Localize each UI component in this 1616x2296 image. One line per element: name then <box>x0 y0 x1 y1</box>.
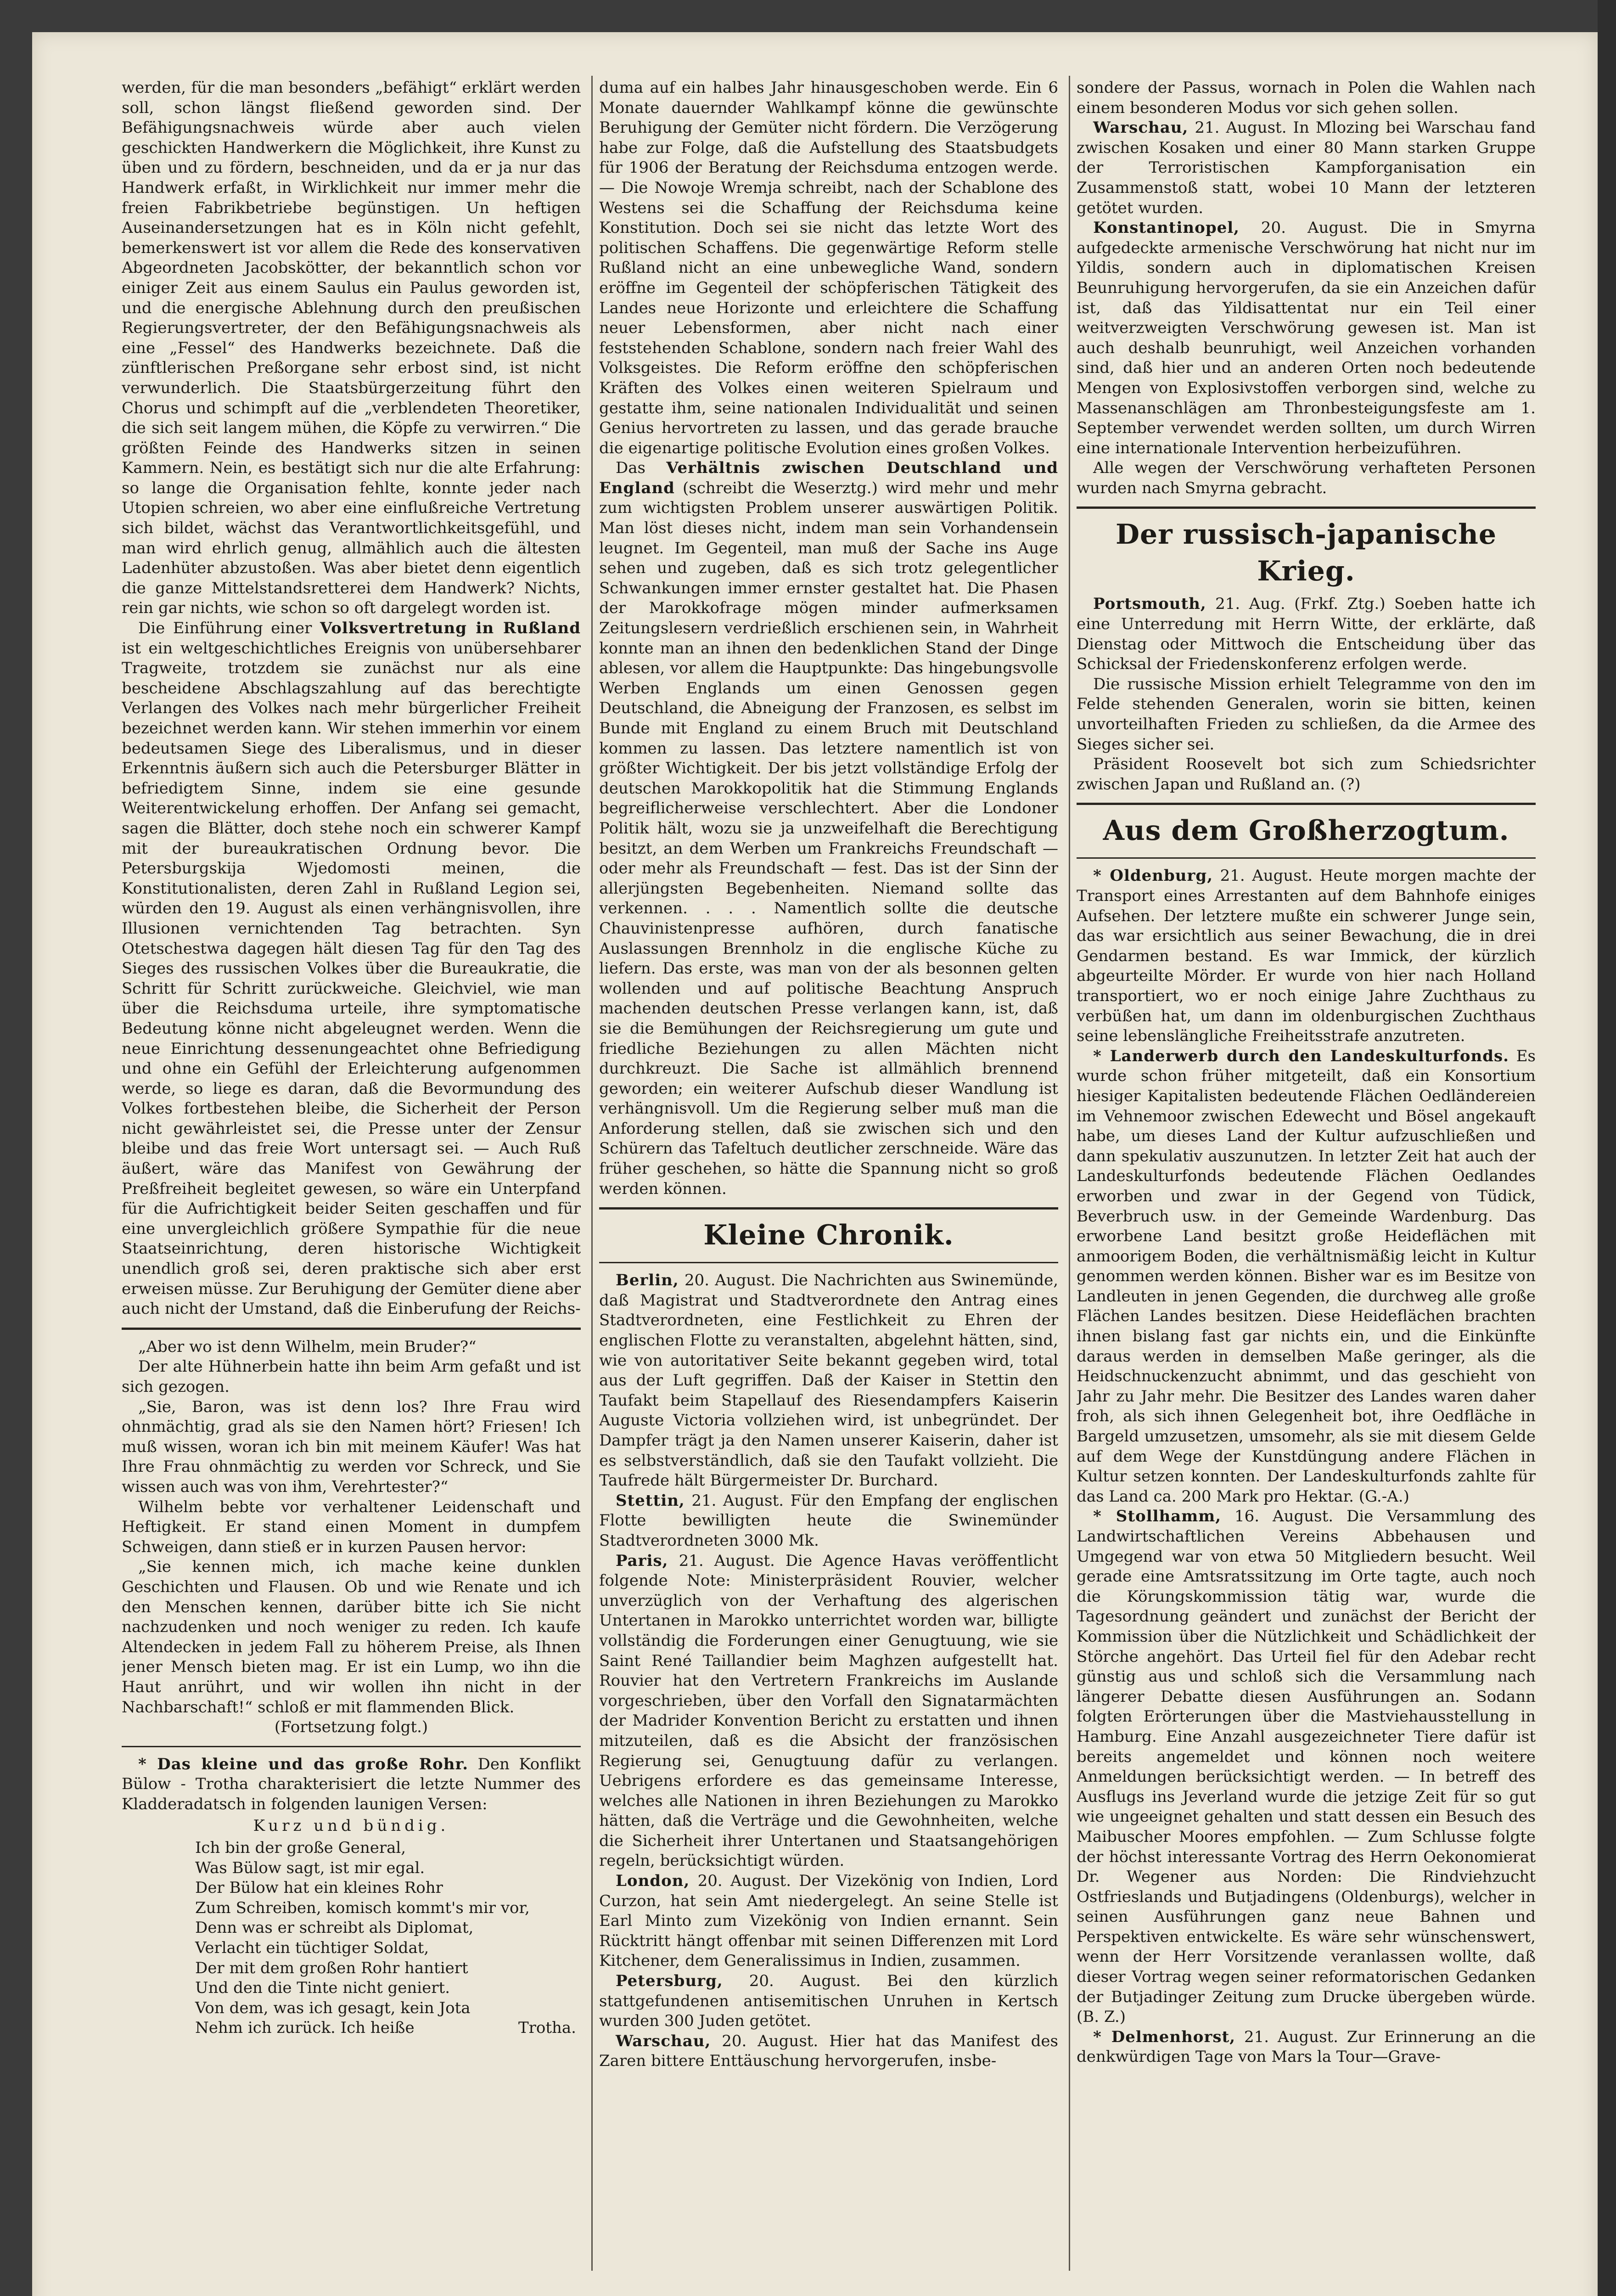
text: Die Einführung einer <box>138 619 320 638</box>
section-rule <box>1077 857 1536 859</box>
novel-paragraph: „Sie kennen mich, ich mache keine dunklen Geschichten und Flausen. Ob und wie Renate und ich den Menschen kennen, darüber bitte ich Sie nicht nachzudenken und noch weniger zu reden. Ich kaufe Altendecken in jedem Fall zu höherem Preise, als Ihnen jener Mensch bieten mag. Er ist ein Lump, wo ihn die Haut anrührt, und wir wollen ihn nicht in der Nachbarschaft!“ schloß er mit flammenden Blick. <box>122 1558 581 1716</box>
column-1 <box>122 78 581 2273</box>
section-rule <box>1077 803 1536 805</box>
novel-paragraph: Der alte Hühnerbein hatte ihn beim Arm gefaßt und ist sich gezogen. <box>122 1357 581 1396</box>
text: 20. August. Die in Smyrna aufgedeckte armenische Verschwörung hat nicht nur im Yildis, sondern auch in diplomatischen Kreisen Beunruhigung hervorgerufen, da sie ein Anzeichen dafür ist, daß das Yildisattentat nur ein Teil einer weitverzweigten Verschwörung gewesen ist. Man ist auch deshalb beunruhigt, weil Anzeichen vorhanden sind, daß hier und an anderen Orten noch bedeutende Mengen von Explosivstoffen verborgen sind, welche zu Massenanschlägen am Thronbesteigungsfeste am 1. September verwendet werden sollten, um durch Wirren eine internationale Intervention herbeizuführen. <box>1077 219 1536 457</box>
text: 20. August. Die Nachrichten aus Swinemünde, daß Magistrat und Stadtverordnete den Antrag eines Stadtverordneten, eine Festlichkeit zu Ehren der englischen Flotte zu veranstalten, abgelehnt hätten, sind, wie von autoritativer Seite bekannt gegeben wird, total aus der Luft gegriffen. Daß der Kaiser in Stettin den Taufakt beim Stapellauf des Riesendampfers Kaiserin Auguste Victoria vollziehen wird, ist unbegründet. Der Dampfer trägt ja den Namen unserer Kaiserin, daher ist es selbstverständlich, daß sie den Taufakt vollzieht. Die Taufrede hält Bürgermeister Dr. Burchard. <box>599 1271 1058 1490</box>
poem-signature: Trotha. <box>518 2019 576 2037</box>
column-2 <box>599 78 1058 2273</box>
poem-line: Ich bin der große General, <box>195 1839 406 1857</box>
section-rule <box>599 1207 1058 1210</box>
poem-line: Der mit dem großen Rohr hantiert <box>195 1958 468 1977</box>
text: 21. Aug. (Frkf. Ztg.) Soeben hatte ich eine Unterredung mit Herrn Witte, der erklärte, daß Dienstag oder Mittwoch die Entscheidung über das Schicksal der Friedenskonferenz erfolgen werde. <box>1077 595 1536 674</box>
dateline: Paris, <box>616 1551 668 1570</box>
news-item <box>599 1491 1058 1551</box>
dateline: * Delmenhorst, <box>1093 2027 1236 2046</box>
poem-text: Nehm ich zurück. Ich heiße <box>195 2019 415 2037</box>
poem-line: Von dem, was ich gesagt, kein Jota <box>195 1998 471 2017</box>
column-divider <box>591 76 593 2271</box>
text: (schreibt die Weserztg.) wird mehr und mehr zum wichtigsten Problem unserer auswärtigen Politik. Man löst dieses nicht, indem man sein Vorhandensein leugnet. Im Gegenteil, man muß der Sache ins Auge sehen und zugeben, daß es sich trotz gelegentlicher Schwankungen immer ernster gestaltet hat. Die Phasen der Marokkofrage mögen minder aufmerksamen Zeitungslesern verdrießlich erschienen sein, in Wahrheit konnte man an ihnen den bedenklichen Stand der Dinge ablesen, vor allem die Hauptpunkte: Das hingebungsvolle Werben Englands um einen Genossen gegen Deutschland, die Abneigung der Franzosen, es selbst im Bunde mit England zu einem Bruch mit Deutschland kommen zu lassen. Das letztere namentlich ist von größter Wichtigkeit. Der bis jetzt vollständige Erfolg der deutschen Marokkopolitik hat die Stimmung Englands begreiflicherweise verschlechtert. Aber die Londoner Politik hält, wozu sie ja unzweifelhaft die Berechtigung besitzt, an dem Werben um Frankreichs Freundschaft — oder mehr als Freundschaft — fest. Das ist der Sinn der allerjüngsten Begebenheiten. Niemand sollte das verkennen. . . . Namentlich sollte die deutsche Chauvinistenpresse aufhören, durch fanatische Auslassungen Brennholz in die englische Küche zu liefern. Das erste, was man von der als besonnen gelten wollenden und auf politische Beachtung Anspruch machenden deutschen Presse verlangen kann, ist, daß sie die Bemühungen der Reichsregierung um gute und friedliche Beziehungen zu allen Mächten nicht durchkreuzt. Die Sache ist allmählich brennend geworden; ein weiterer Aufschub dieser Wandlung ist verhängnisvoll. Um die Regierung selber muß man die Anforderung stellen, daß sie zwischen sich und den Schürern das Tafeltuch deutlicher zerschneide. Wäre das früher geschehen, so hätte die Spannung nicht so groß werden können. <box>599 478 1058 1198</box>
article-duma: duma auf ein halbes Jahr hinausgeschoben werde. Ein 6 Monate dauernder Wahlkampf könne die gewünschte Beruhigung der Gemüter nicht fördern. Die Verzögerung habe zur Folge, daß die Aufstellung des Staatsbudgets für 1906 der Beratung der Reichsduma entzogen werde. — Die Nowoje Wremja schreibt, nach der Schablone des Westens sei die Schaffung der Reichsduma keine Konstitution. Doch sei sie nicht das letzte Wort des politischen Schaffens. Die gegenwärtige Reform stelle Rußland nicht an eine unbewegliche Wand, sondern eröffne im Gegenteil der schöpferischen Tätigkeit des Landes neue Horizonte und erleichtere die Schaffung neuer Lebensformen, aber nicht nach einer feststehenden Schablone, sondern nach freier Wahl des Volksgeistes. Die Reform eröffne den schöpferischen Kräften des Volkes einen weiteren Spielraum und gestatte ihm, seine nationalen Individualität und seinen Genius hervortreten zu lassen, und das gerade brauche die eigenartige politische Evolution eines großen Volkes. <box>599 79 1058 457</box>
section-heading: Aus dem Großherzogtum. <box>1103 815 1509 847</box>
poem-title: Kurz und bündig. <box>253 1817 449 1835</box>
news-item <box>599 1971 1058 2032</box>
continued-note: (Fortsetzung folgt.) <box>274 1718 428 1737</box>
poem-line: Was Bülow sagt, ist mir egal. <box>195 1858 425 1877</box>
column-divider <box>1069 76 1070 2271</box>
text: 20. August. Der Vizekönig von Indien, Lord Curzon, hat sein Amt niedergelegt. An seine Stelle ist Earl Minto zum Vizekönig von Indien ernannt. Sein Rücktritt hängt offenbar mit seinen Differenzen mit Lord Kitchener, dem Generalissimus in Indien, zusammen. <box>599 1872 1058 1970</box>
news-continuation: sondere der Passus, wornach in Polen die Wahlen nach einem besonderen Modus vor sich gehen sollen. <box>1077 79 1536 117</box>
text: 16. August. Die Versammlung des Landwirtschaftlichen Vereins Abbehausen und Umgegend war von etwa 50 Mitgliedern besucht. Weil gerade eine Amtsratssitzung im Orte tagte, auch noch die Körungskommission tätig war, wurde die Tagesordnung geändert und zunächst der Bericht der Kommission über die Nützlichkeit und Schädlichkeit der Störche angehört. Das Urteil fiel für den Adebar recht günstig aus und schloß sich die Versammlung nach längerer Debatte diesen Ausführungen an. Sodann folgten Erörterungen über die Mastviehausstellung in Hamburg. Eine Anzahl ausgezeichneter Tiere dafür ist bereits angemeldet und können noch weitere Anmeldungen berücksichtigt werden. — In betreff des Ausflugs ins Jeverland wurde die jetzige Zeit für so gut wie ungeeignet gehalten und statt dessen ein Besuch des Maibuscher Moores empfohlen. — Zum Schlusse folgte der höchst interessante Vortrag des Herrn Oekonomierat Dr. Wegener aus Norden: Die Rindviehzucht Ostfrieslands und Butjadingens (Oldenburgs), welcher in seinen Ausführungen ganz neue Bahnen und Perspektiven entwickelte. Es wäre sehr wünschenswert, wenn der Herr Vorsitzende veranlassen wollte, daß dieser Vortrag wegen seiner reformatorischen Gedanken der Butjadinger Zeitung zum Drucke übergeben würde. (B. Z.) <box>1077 1507 1536 2026</box>
dateline: * Landerwerb durch den Landeskulturfonds. <box>1093 1047 1509 1065</box>
scan-edge <box>1598 0 1616 2296</box>
section-rule <box>1077 506 1536 509</box>
poem-line: Verlacht ein tüchtiger Soldat, <box>195 1939 429 1958</box>
article-rohr <box>122 1755 581 1815</box>
article-keyword: Verhältnis zwischen Deutschland und England <box>599 459 1058 497</box>
dateline: Berlin, <box>616 1271 679 1290</box>
section-heading: Kleine Chronik. <box>703 1219 954 1252</box>
serial-novel <box>122 1337 581 1738</box>
article-keyword: * Das kleine und das große Rohr. <box>138 1755 469 1773</box>
dateline: Konstantinopel, <box>1093 219 1240 237</box>
poem-line: Zum Schreiben, komisch kommt's mir vor, <box>195 1898 530 1917</box>
poem <box>122 1838 581 2038</box>
dateline: Stettin, <box>616 1491 685 1510</box>
text: ist ein weltgeschichtliches Ereignis von unübersehbarer Tragweite, trotzdem sie zunächst nur als eine bescheidene Abschlagszahlung auf das berechtigte Verlangen des Volkes nach mehr bürgerlicher Freiheit bezeichnet werden kann. Wir stehen immerhin vor einem bedeutsamen Siege des Liberalismus, und in dieser Erkenntnis äußern sich auch die Petersburger Blätter in befriedigtem Sinne, indem sie eine gesunde Weiterentwickelung erhoffen. Der Anfang sei gemacht, sagen die Blätter, doch stehe noch ein schwerer Kampf mit der bureaukratischen Ordnung bevor. Die Petersburgskija Wjedomosti meinen, die Konstitutionalisten, deren Zahl in Rußland Legion sei, würden den 19. August als einen verhängnisvollen, ihre Illusionen vernichtenden Tag betrachten. Syn Otetschestwa dagegen hält diesen Tag für den Tag des Sieges des russischen Volkes über die Bureaukratie, die Schritt für Schritt zurückweiche. Gleichviel, wie man über die Reichsduma urteile, ihre symptomatische Bedeutung könne nicht abgeleugnet werden. Wenn die neue Einrichtung dessenungeachtet ohne Befriedigung und ohne ein Gefühl der Erleichterung aufgenommen werde, so liege es daran, daß die Bevormundung des Volkes fortbestehen bleibe, die Sicherheit der Person nicht gewährleistet sei, die Presse unter der Zensur bleibe und das freie Wort untersagt sei. — Auch Ruß äußert, wäre das Manifest von Gewährung der Preßfreiheit begleitet gewesen, so wäre ein Unterpfand für die Aufrichtigkeit beider Seiten geschaffen und für eine unvergleichlich größere Sympathie für die neue Staatseinrichtung, deren historische Wichtigkeit unendlich groß sei, deren praktische sich aber erst erweisen müsse. Zur Beruhigung der Gemüter diene aber auch nicht der Umstand, daß die Einberufung der Reichs- <box>122 639 581 1318</box>
news-item <box>1077 2027 1536 2067</box>
dateline: Warschau, <box>1093 118 1189 137</box>
dateline: London, <box>616 1872 690 1891</box>
news-item <box>1077 1047 1536 1507</box>
poem-line: Der Bülow hat ein kleines Rohr <box>195 1879 443 1897</box>
text: Das <box>616 459 667 478</box>
article-volksvertretung <box>122 619 581 1319</box>
novel-paragraph: „Sie, Baron, was ist denn los? Ihre Frau wird ohnmächtig, grad als sie den Namen hört? Friesen! Ich muß wissen, woran ich bin mit meinem Käufer! Was hat Ihre Frau ohnmächtig zu werden vor Schreck, und Sie wissen auch was von ihm, Verehrtester?“ <box>122 1397 581 1496</box>
dateline: Petersburg, <box>616 1972 723 1991</box>
novel-paragraph: „Aber wo ist denn Wilhelm, mein Bruder?“ <box>138 1337 477 1356</box>
text: 21. August. Zur Erinnerung an die denkwürdigen Tage von Mars la Tour—Grave- <box>1077 2027 1536 2066</box>
text: 21. August. Die Agence Havas veröffentlicht folgende Note: Ministerpräsident Rouvier, welcher unverzüglich von der Verhaftung des algerischen Untertanen in Marokko unterrichtet worden war, billigte vollständig die Forderungen einer Genugtuung, wie sie Saint René Taillandier beim Maghzen aufgestellt hat. Rouvier hat den Vertretern Frankreichs im Auslande vorgeschrieben, über den Vorfall den Signatarmächten der Madrider Konvention Bericht zu erstatten und ihnen mitzuteilen, daß es die Absicht der französischen Regierung sei, Genugtuung dafür zu verlangen. Uebrigens erfordere es das gemeinsame Interesse, welches alle Nationen in ihren Beziehungen zu Marokko hätten, daß die Verträge und die Gewohnheiten, welche die Sicherheit ihrer Untertanen und Staatsangehörigen regeln, berücksichtigt würden. <box>599 1551 1058 1870</box>
dateline: * Oldenburg, <box>1093 867 1213 885</box>
text: Es wurde schon früher mitgeteilt, daß ein Konsortium hiesiger Kapitalisten bedeutende Flächen Oedländereien im Vehnemoor zwischen Edewecht und Bösel angekauft habe, um dieses Land der Kultur aufzuschließen und dann spekulativ auszunutzen. In letzter Zeit hat auch der Landeskulturfonds bedeutende Flächen Oedlandes erworben und zwar in der Gegend von Tüdick, Beverbruch usw. in der Gemeinde Wardenburg. Das erworbene Land besitzt große Heideflächen mit anmoorigem Boden, die verhältnismäßig leicht in Kultur genommen werden können. Bisher war es im Besitze von Landleuten in jenen Gegenden, die durchweg alle große Flächen Landes besitzen. Diese Heideflächen brachten ihnen bislang fast gar nichts ein, und die Einkünfte daraus werden in demselben Maße geringer, als die Heidschnuckenzucht abnimmt, und das geschieht von Jahr zu Jahr mehr. Die Besitzer des Landes waren daher froh, als sich ihnen Gelegenheit bot, ihre Oedfläche in Bargeld umzusetzen, umsomehr, als sie mit diesem Gelde auf dem Wege der Kunstdüngung andere Flächen in Kultur setzen konnten. Der Landeskulturfonds zahlte für das Land ca. 200 Mark pro Hektar. (G.-A.) <box>1077 1047 1536 1506</box>
news-item <box>599 1871 1058 1971</box>
news-item <box>1077 118 1536 218</box>
article-deutschland-england <box>599 458 1058 1199</box>
news-item <box>1077 866 1536 1046</box>
text: 21. August. In Mlozing bei Warschau fand zwischen Kosaken und einer 80 Mann starken Gruppe der Terroristischen Kampforganisation ein Zusammenstoß statt, wobei 10 Mann der letzteren getötet wurden. <box>1077 118 1536 217</box>
text: Den Konflikt Bülow - Trotha charakterisiert die letzte Nummer des Kladderadatsch in folgenden launigen Versen: <box>122 1755 581 1813</box>
text: 21. August. Für den Empfang der englischen Flotte bewilligten heute die Swinemünder Stadtverordneten 3000 Mk. <box>599 1491 1058 1550</box>
text: 21. August. Heute morgen machte der Transport eines Arrestanten auf dem Bahnhofe einiges Aufsehen. Der letztere mußte ein schwerer Junge sein, das war ersichtlich aus seiner Bewachung, die in drei Gendarmen bestand. Es war Immick, der kürzlich abgeurteilte Mörder. Er wurde von hier nach Holland transportiert, wo er noch einige Jahre Zuchthaus zu verbüßen hat, um dann im oldenburgischen Zuchthaus seine lebenslängliche Freiheitsstrafe anzutreten. <box>1077 867 1536 1046</box>
article-keyword: Volksvertretung in Rußland <box>320 619 581 638</box>
text: 20. August. Bei den kürzlich stattgefundenen antisemitischen Unruhen in Kertsch wurden 300 Juden getötet. <box>599 1972 1058 2031</box>
text: 20. August. Hier hat das Manifest des Zaren bittere Enttäuschung hervorgerufen, insbe- <box>599 2032 1058 2071</box>
news-item <box>1077 594 1536 674</box>
dateline: Warschau, <box>616 2032 711 2050</box>
novel-paragraph: Wilhelm bebte vor verhaltener Leidenschaft und Heftigkeit. Er stand einen Moment in dumpfem Schweigen, dann stieß er in kurzen Pausen hervor: <box>122 1497 581 1556</box>
news-paragraph: Alle wegen der Verschwörung verhafteten Personen wurden nach Smyrna gebracht. <box>1077 459 1536 497</box>
article-handwerk: werden, für die man besonders „befähigt“ erklärt werden soll, schon längst fließend geworden sind. Der Befähigungsnachweis würde aber auch vielen geschickten Handwerkern die Möglichkeit, ihre Kunst zu üben und zu fördern, beschneiden, und da er ja nur das Handwerk erfaßt, in Wirklichkeit nur immer mehr die freien Fabrikbetriebe begünstigen. Un heftigen Auseinandersetzungen hat es in Köln nicht gefehlt, bemerkenswert ist vor allem die Rede des konservativen Abgeordneten Jacobskötter, der bekanntlich schon vor einiger Zeit aus einem Saulus ein Paulus geworden ist, und die energische Ablehnung durch den preußischen Regierungsvertreter, der den Befähigungsnachweis als eine „Fessel“ des Handwerks bezeichnete. Daß die zünftlerischen Preßorgane sehr erbost sind, ist nicht verwunderlich. Die Staatsbürgerzeitung führt den Chorus und schimpft auf die „verblendeten Theoretiker, die sich seit langem mühen, die Köpfe zu verwirren.“ Die größten Feinde des Handwerks sitzen in seinen Kammern. Nein, es bestätigt sich nur die alte Erfahrung: so lange die Organisation fehlte, konnte jeder nach Utopien schreien, wo aber eine einflußreiche Vertretung sich bildet, wächst das Verantwortlichkeitsgefühl, und man wird ehrlich genug, allmählich auch die ältesten Ladenhüter abzustoßen. Was aber bietet denn eigentlich die ganze Mittelstandsretterei dem Handwerk? Nichts, rein gar nichts, wie schon so oft dargelegt worden ist. <box>122 79 581 618</box>
section-rule <box>122 1328 581 1330</box>
news-item <box>1077 218 1536 458</box>
dateline: * Stollhamm, <box>1093 1507 1222 1526</box>
poem-line <box>195 2018 581 2038</box>
poem-line: Und den die Tinte nicht geniert. <box>195 1979 450 1998</box>
section-rule <box>122 1746 581 1747</box>
news-item <box>599 2032 1058 2071</box>
column-3 <box>1077 78 1536 2273</box>
section-heading: Der russisch-japanische Krieg. <box>1115 518 1497 588</box>
dateline: Portsmouth, <box>1093 595 1206 613</box>
section-rule <box>599 1262 1058 1263</box>
news-paragraph: Präsident Roosevelt bot sich zum Schiedsrichter zwischen Japan und Rußland an. (?) <box>1077 755 1536 793</box>
poem-line: Denn was er schreibt als Diplomat, <box>195 1919 474 1937</box>
news-item <box>599 1271 1058 1491</box>
news-paragraph: Die russische Mission erhielt Telegramme von den im Felde stehenden Generalen, worin sie bitten, keinen unvorteilhaften Frieden zu schließen, da die Armee des Sieges sicher sei. <box>1077 675 1536 754</box>
news-item <box>599 1551 1058 1872</box>
news-item <box>1077 1507 1536 2027</box>
